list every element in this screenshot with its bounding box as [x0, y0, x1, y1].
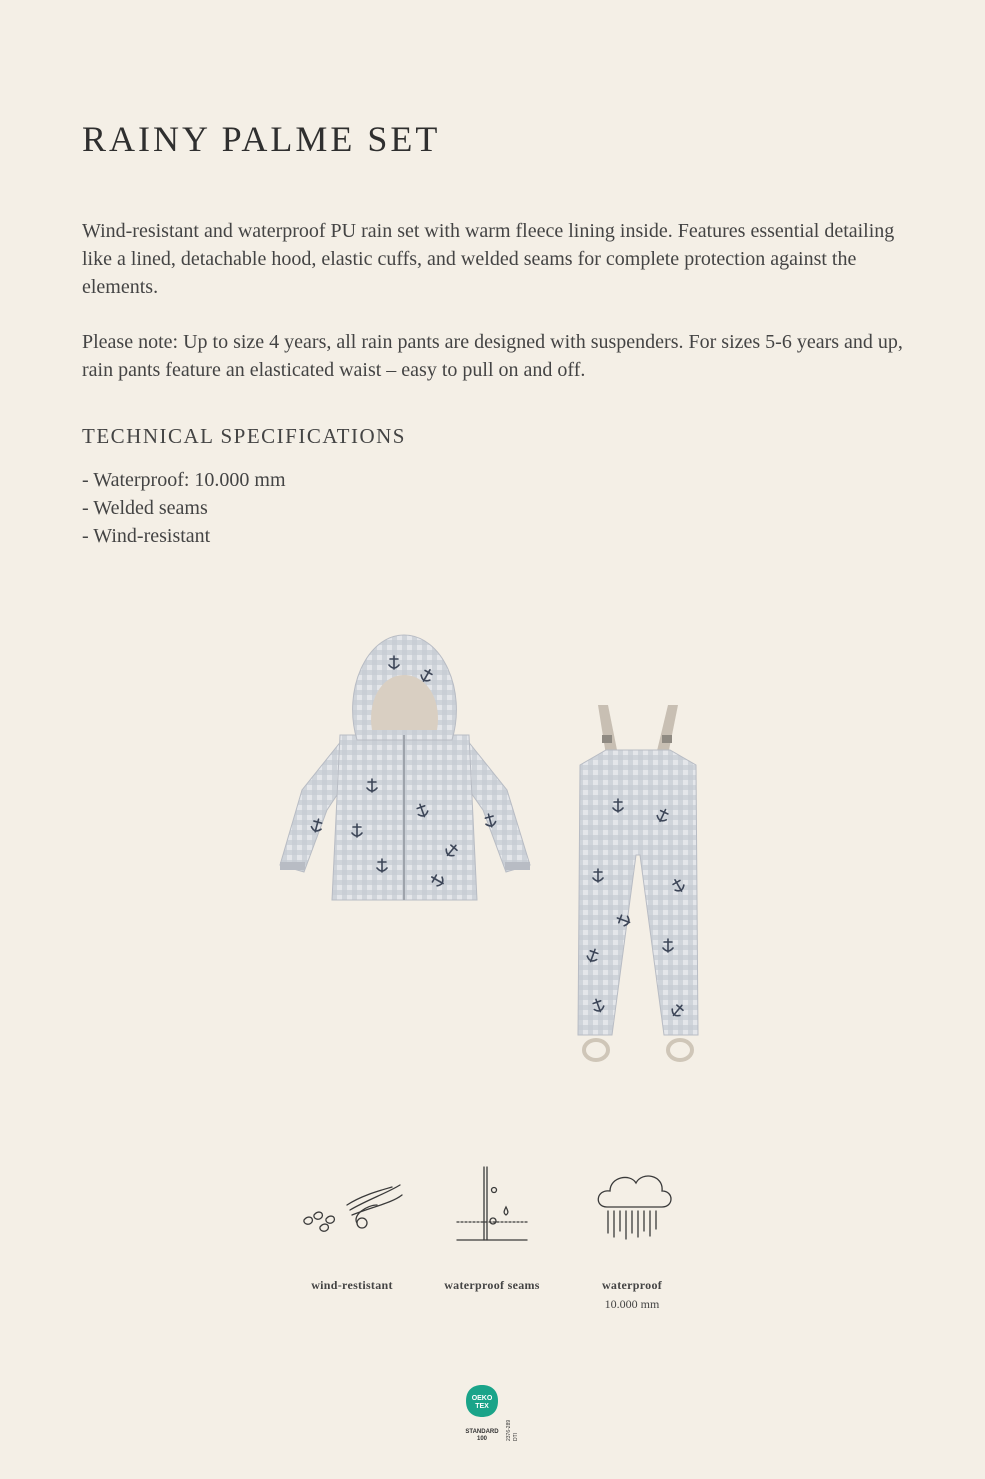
svg-text:DTI: DTI: [513, 1432, 519, 1441]
feature-waterproof-seams: [432, 1165, 552, 1292]
rain-jacket-image: [272, 630, 537, 910]
spec-item: - Wind-resistant: [82, 525, 211, 547]
svg-text:OEKO: OEKO: [471, 1395, 493, 1402]
spec-item: - Welded seams: [82, 497, 208, 519]
specs-heading: TECHNICAL SPECIFICATIONS: [82, 424, 406, 448]
svg-text:TEX: TEX: [475, 1403, 489, 1410]
wind-icon: [292, 1175, 412, 1245]
rain-pants-image: [568, 705, 708, 1070]
rain-cloud-icon: [572, 1163, 692, 1243]
feature-label: waterproof seams: [444, 1278, 540, 1292]
product-description: Wind-resistant and waterproof PU rain set with warm fleece lining inside. Features essential detailing like a lined, detachable hood, elastic cuffs, and welded seams for complete protection against the elements.: [82, 220, 895, 298]
sizing-note: Please note: Up to size 4 years, all rain pants are designed with suspenders. For sizes 5-6 years and up, rain pants feature an elasticated waist – easy to pull on and off.: [82, 331, 903, 381]
feature-waterproof: [572, 1163, 692, 1311]
feature-wind-resistant: [292, 1175, 412, 1292]
svg-text:2376-289: 2376-289: [506, 1419, 512, 1441]
feature-sublabel: 10.000 mm: [604, 1297, 660, 1311]
feature-label: wind-restistant: [311, 1278, 393, 1292]
svg-text:STANDARD: STANDARD: [465, 1429, 499, 1435]
spec-item: - Waterproof: 10.000 mm: [82, 469, 286, 491]
oeko-tex-logo: [458, 1383, 524, 1443]
seams-icon: [432, 1165, 552, 1245]
svg-text:100: 100: [476, 1436, 488, 1442]
feature-label: waterproof: [601, 1278, 663, 1292]
page-title: RAINY PALME SET: [82, 119, 441, 159]
specs-list: [82, 466, 286, 550]
